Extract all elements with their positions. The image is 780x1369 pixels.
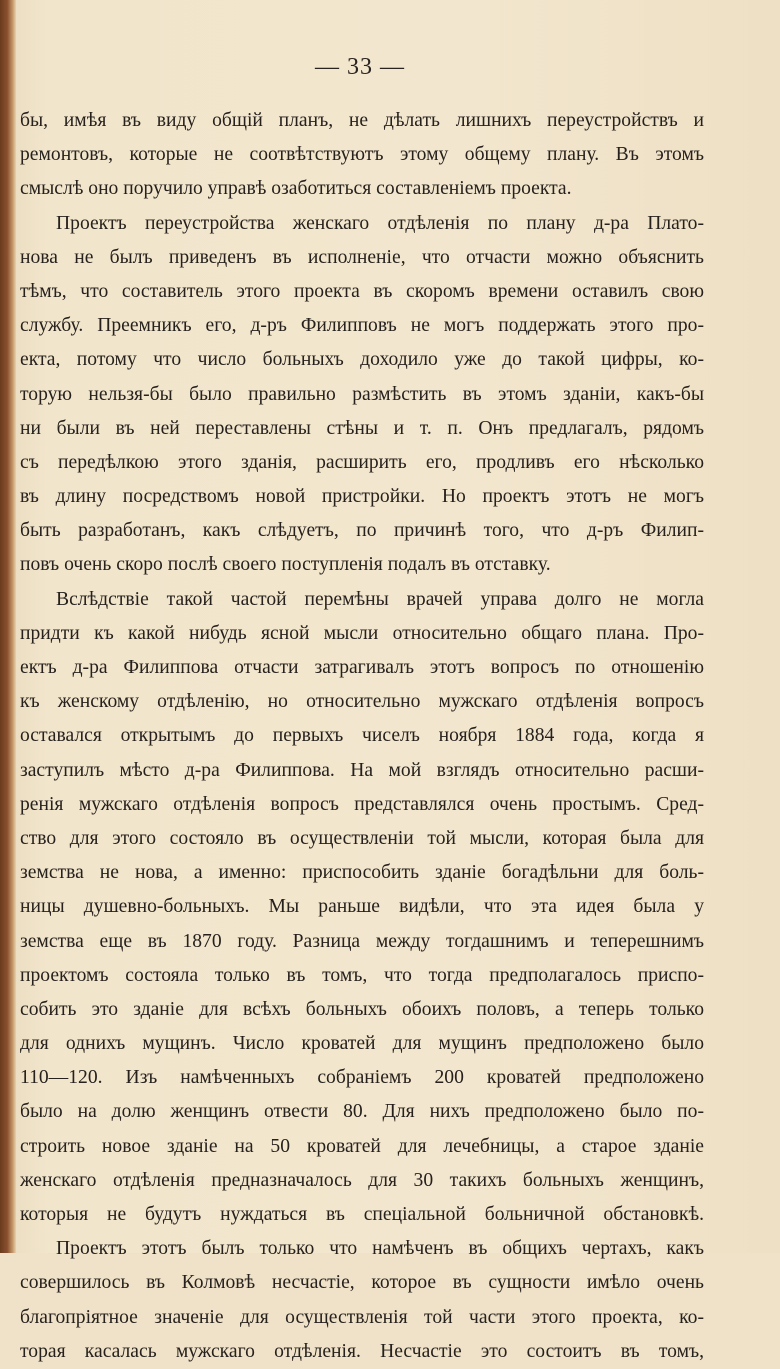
text-line: ектъ д-ра Филиппова отчасти затрагивалъ этотъ вопросъ по отношенію — [20, 657, 704, 678]
text-line: совершилось въ Колмовѣ несчастіе, которое въ сущности имѣло очень — [20, 1272, 704, 1294]
text-line: ницы душевно-больныхъ. Мы раньше видѣли, что эта идея была у — [20, 896, 704, 918]
text-line: 110—120. Изъ намѣченныхъ собраніемъ 200 кроватей предположено — [20, 1067, 704, 1089]
text-line: которыя не будутъ нуждаться въ спеціальной больничной обстановкѣ. — [20, 1204, 704, 1225]
text-line: повъ очень скоро послѣ своего поступленія подалъ въ отставку. — [20, 554, 551, 576]
text-line: строить новое зданіе на 50 кроватей для лечебницы, а старое зданіе — [20, 1135, 704, 1157]
text-line: тѣмъ, что составитель этого проекта въ скоромъ времени оставилъ свою — [20, 280, 704, 302]
text-line: Проектъ этотъ былъ только что намѣченъ въ общихъ чертахъ, какъ — [56, 1238, 704, 1260]
text-line: было на долю женщинъ отвести 80. Для нихъ предположено было по- — [20, 1101, 704, 1123]
body-text — [20, 104, 704, 1369]
page-number: — 33 — — [315, 54, 405, 80]
text-line: благопріятное значеніе для осуществленія той части этого проекта, ко- — [20, 1306, 704, 1328]
text-line: службу. Преемникъ его, д-ръ Филипповъ не могъ поддержать этого про- — [20, 315, 704, 337]
text-line: бы, имѣя въ виду общій планъ, не дѣлать лишнихъ переустройствъ и — [20, 110, 704, 131]
text-line: смыслѣ оно поручило управѣ озаботиться составленіемъ проекта. — [20, 178, 572, 200]
text-line: екта, потому что число больныхъ доходило уже до такой цифры, ко- — [20, 349, 704, 371]
text-line: торую нельзя-бы было правильно размѣстить въ этомъ зданіи, какъ-бы — [20, 383, 704, 405]
text-line: Проектъ переустройства женскаго отдѣленія по плану д-ра Плато- — [56, 212, 704, 234]
text-line: женскаго отдѣленія предназначалось для 30 такихъ больныхъ женщинъ, — [20, 1169, 704, 1191]
text-line: ство для этого состояло въ осуществленіи той мысли, которая была для — [20, 827, 704, 849]
text-line: заступилъ мѣсто д-ра Филиппова. На мой взглядъ относительно расши- — [20, 759, 704, 781]
text-line: собить это зданіе для всѣхъ больныхъ обоихъ половъ, а теперь только — [20, 998, 704, 1020]
text-line: земства еще въ 1870 году. Разница между тогдашнимъ и теперешнимъ — [20, 930, 704, 952]
text-line: быть разработанъ, какъ слѣдуетъ, по причинѣ того, что д-ръ Филип- — [20, 520, 704, 542]
text-line: съ передѣлкою этого зданія, расширить его, продливъ его нѣсколько — [20, 451, 704, 473]
text-line: въ длину посредствомъ новой пристройки. Но проектъ этотъ не могъ — [20, 486, 704, 508]
text-line: ремонтовъ, которые не соотвѣтствуютъ этому общему плану. Въ этомъ — [20, 144, 704, 166]
text-line: торая касалась мужскаго отдѣленія. Несчастіе это состоитъ въ томъ, — [20, 1340, 704, 1362]
text-line: ренія мужскаго отдѣленія вопросъ представлялся очень простымъ. Сред- — [20, 793, 704, 815]
text-line: земства не нова, а именно: приспособить зданіе богадѣльни для боль- — [20, 862, 704, 884]
text-line: придти къ какой нибудь ясной мысли относительно общаго плана. Про- — [20, 622, 704, 644]
text-line: къ женскому отдѣленію, но относительно мужскаго отдѣленія вопросъ — [20, 691, 704, 713]
text-line: проектомъ состояла только въ томъ, что тогда предполагалось приспо- — [20, 964, 704, 986]
text-line: ни были въ ней переставлены стѣны и т. п. Онъ предлагалъ, рядомъ — [20, 417, 704, 439]
text-line: для однихъ мущинъ. Число кроватей для мущинъ предположено было — [20, 1033, 704, 1055]
text-line: Вслѣдствіе такой частой перемѣны врачей управа долго не могла — [56, 588, 704, 610]
text-line: нова не былъ приведенъ въ исполненіе, что отчасти можно объяснить — [20, 246, 704, 268]
text-line: оставался открытымъ до первыхъ чиселъ ноября 1884 года, когда я — [20, 725, 704, 747]
book-spine-edge — [0, 0, 16, 1253]
